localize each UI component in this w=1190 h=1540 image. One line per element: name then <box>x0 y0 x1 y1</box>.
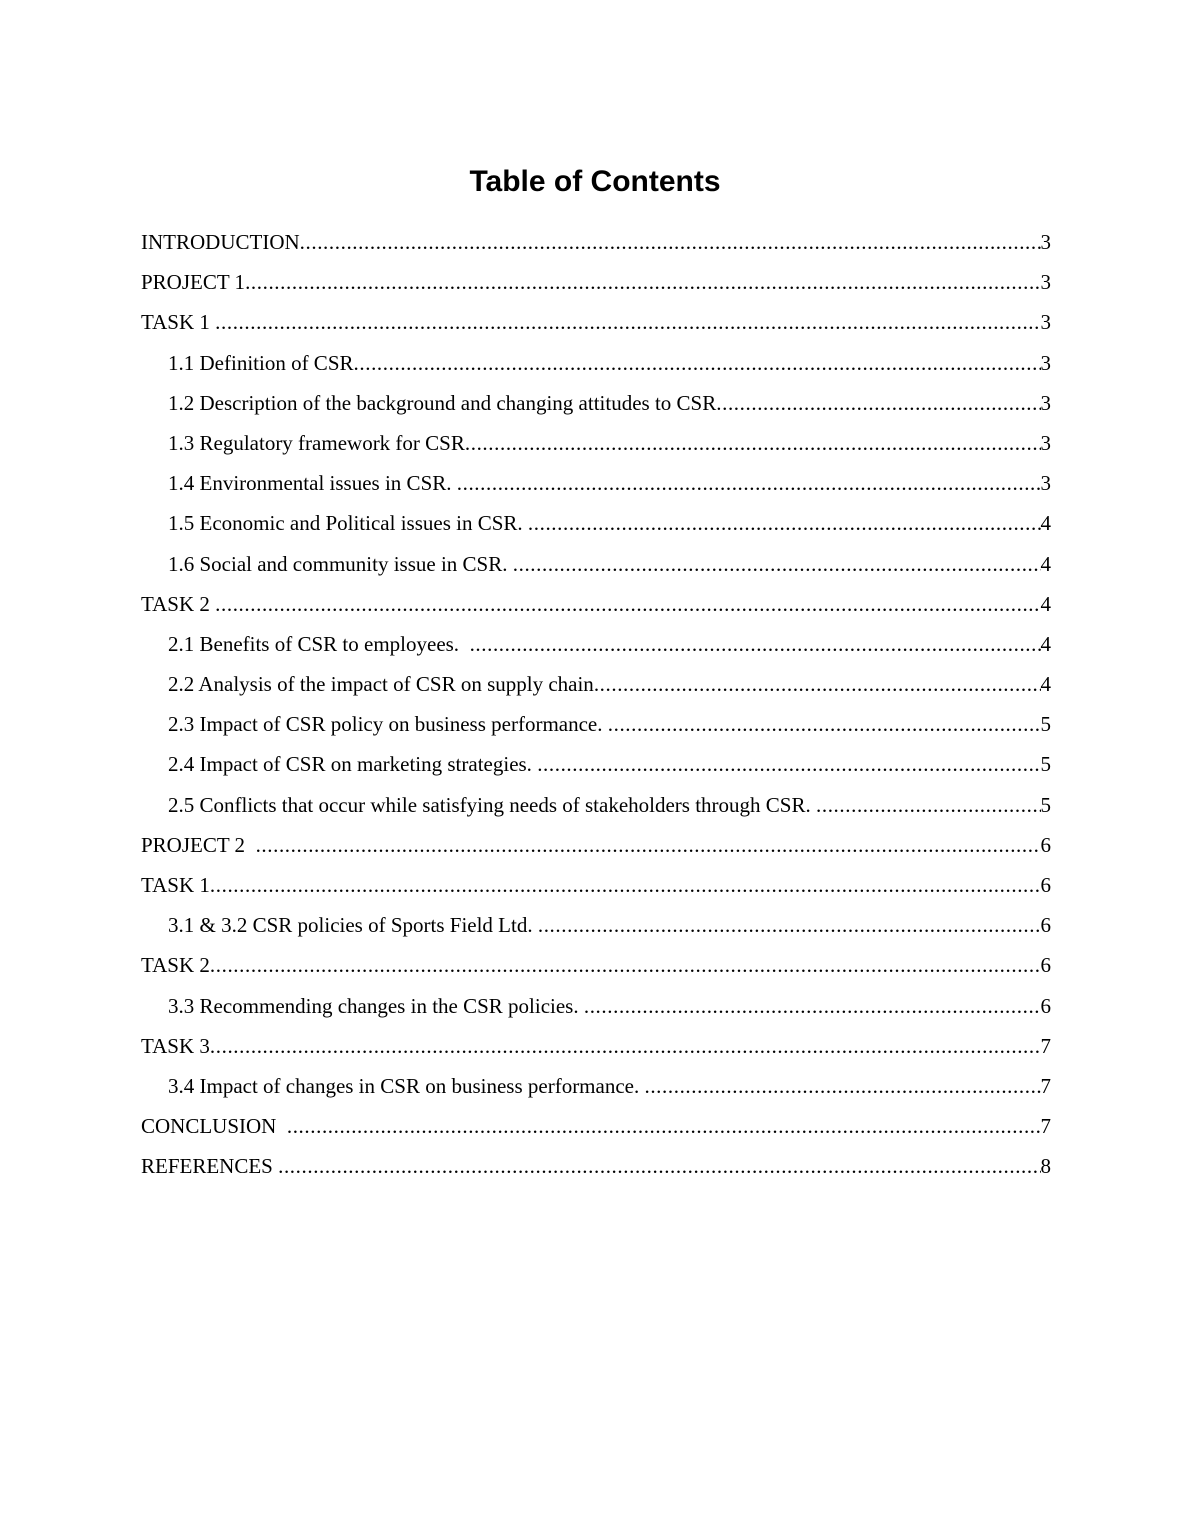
toc-entry-page-number: 6 <box>1040 993 1051 1018</box>
toc-entry-text: 1.4 Environmental issues in CSR. <box>168 471 457 496</box>
toc-entry-page-number: 7 <box>1040 1073 1051 1098</box>
toc-entry[interactable] <box>141 224 1051 264</box>
toc-entry-text: 2.5 Conflicts that occur while satisfying needs of stakeholders through CSR. <box>168 792 816 817</box>
toc-entry[interactable] <box>141 1068 1051 1108</box>
toc-entry-page-number: 6 <box>1040 953 1051 978</box>
toc-entry[interactable] <box>141 304 1051 344</box>
toc-entry-text: TASK 2 <box>141 953 210 978</box>
toc-dot-leader <box>465 425 1041 461</box>
toc-entry-page-number: 8 <box>1040 1154 1051 1179</box>
toc-entry-text: PROJECT 2 <box>141 832 256 857</box>
toc-entry-page-number: 5 <box>1040 712 1051 737</box>
toc-dot-leader <box>644 1068 1040 1104</box>
toc-dot-leader <box>256 827 1041 863</box>
toc-entry-page-number: 3 <box>1040 390 1051 415</box>
toc-entry-text: TASK 1 <box>141 310 216 335</box>
toc-dot-leader <box>716 385 1040 421</box>
toc-dot-leader <box>528 505 1041 541</box>
toc-dot-leader <box>816 787 1041 823</box>
toc-entry[interactable] <box>141 947 1051 987</box>
toc-entry-page-number: 7 <box>1040 1033 1051 1058</box>
toc-entry-page-number: 3 <box>1040 310 1051 335</box>
toc-dot-leader <box>354 345 1041 381</box>
toc-entry[interactable] <box>141 264 1051 304</box>
toc-entry[interactable] <box>141 787 1051 827</box>
toc-entry-text: TASK 3 <box>141 1033 210 1058</box>
toc-entry-text: TASK 2 <box>141 591 216 616</box>
toc-entry-page-number: 3 <box>1040 270 1051 295</box>
toc-entry[interactable] <box>141 546 1051 586</box>
toc-entry-page-number: 5 <box>1040 752 1051 777</box>
toc-entry[interactable] <box>141 1028 1051 1068</box>
toc-entry-text: 2.1 Benefits of CSR to employees. <box>168 631 470 656</box>
toc-entry-page-number: 6 <box>1040 913 1051 938</box>
toc-entry-text: 2.3 Impact of CSR policy on business performance. <box>168 712 608 737</box>
toc-entry[interactable] <box>141 1148 1051 1188</box>
toc-entry[interactable] <box>141 465 1051 505</box>
toc-dot-leader <box>278 1148 1040 1184</box>
toc-dot-leader <box>215 304 1040 340</box>
toc-entry-page-number: 4 <box>1040 672 1051 697</box>
toc-entry-page-number: 6 <box>1040 873 1051 897</box>
toc-entry[interactable] <box>141 706 1051 746</box>
toc-dot-leader <box>215 586 1040 622</box>
toc-dot-leader <box>245 264 1040 300</box>
toc-entry[interactable] <box>141 626 1051 666</box>
toc-dot-leader <box>210 1028 1041 1064</box>
toc-dot-leader <box>538 907 1041 943</box>
toc-entry-page-number: 4 <box>1040 631 1051 656</box>
toc-entry[interactable] <box>141 988 1051 1028</box>
toc-dot-leader <box>513 546 1041 582</box>
toc-entry[interactable] <box>141 345 1051 385</box>
toc-entry-page-number: 3 <box>1040 471 1051 496</box>
toc-entry-text: 1.2 Description of the background and changing attitudes to CSR <box>168 390 717 415</box>
toc-entry-text: PROJECT 1 <box>141 270 246 295</box>
toc-entry-text: TASK 1 <box>141 873 210 897</box>
toc-dot-leader <box>300 224 1041 260</box>
toc-entry[interactable] <box>141 666 1051 706</box>
toc-dot-leader <box>537 746 1040 782</box>
toc-entry[interactable] <box>141 746 1051 786</box>
toc-entry-text: 1.6 Social and community issue in CSR. <box>168 551 513 576</box>
toc-entry[interactable] <box>141 425 1051 465</box>
toc-entry-text: INTRODUCTION <box>141 230 300 254</box>
toc-entry[interactable] <box>141 867 1051 907</box>
toc-entry-page-number: 6 <box>1040 832 1051 857</box>
toc-entry[interactable] <box>141 385 1051 425</box>
toc-entry-text: 3.1 & 3.2 CSR policies of Sports Field Ltd. <box>168 913 538 938</box>
toc-entry-text: 2.4 Impact of CSR on marketing strategies. <box>168 752 538 777</box>
toc-dot-leader <box>210 867 1041 903</box>
toc-dot-leader <box>287 1108 1041 1144</box>
toc-entry-page-number: 4 <box>1040 511 1051 536</box>
toc-entry-text: 1.3 Regulatory framework for CSR <box>168 430 465 455</box>
toc-entry-text: 2.2 Analysis of the impact of CSR on supply chain <box>168 672 594 697</box>
toc-dot-leader <box>470 626 1041 662</box>
toc-entry-text: 1.1 Definition of CSR <box>168 350 354 375</box>
toc-title: Table of Contents <box>469 165 721 198</box>
toc-entry-text: 3.3 Recommending changes in the CSR policies. <box>168 993 584 1018</box>
toc-entry[interactable] <box>141 586 1051 626</box>
toc-entry[interactable] <box>141 1108 1051 1148</box>
toc-entry-page-number: 5 <box>1040 792 1051 817</box>
toc-entry-page-number: 3 <box>1040 430 1051 455</box>
toc-entry-page-number: 3 <box>1040 230 1051 254</box>
toc-entry[interactable] <box>141 907 1051 947</box>
toc-dot-leader <box>594 666 1041 702</box>
toc-entry-page-number: 7 <box>1040 1114 1051 1139</box>
toc-entry-text: CONCLUSION <box>141 1114 287 1139</box>
toc-dot-leader <box>584 988 1041 1024</box>
toc-entry-page-number: 4 <box>1040 551 1051 576</box>
toc-dot-leader <box>457 465 1041 501</box>
toc-entry-page-number: 3 <box>1040 350 1051 375</box>
toc-entry-page-number: 4 <box>1040 591 1051 616</box>
toc-entry[interactable] <box>141 505 1051 545</box>
toc-dot-leader <box>210 947 1041 983</box>
toc-entry-text: 3.4 Impact of changes in CSR on business performance. <box>168 1073 645 1098</box>
toc-entry-text: REFERENCES <box>141 1154 279 1179</box>
toc-dot-leader <box>608 706 1041 742</box>
toc-entry[interactable] <box>141 827 1051 867</box>
toc-list <box>141 224 1051 1189</box>
toc-entry-text: 1.5 Economic and Political issues in CSR. <box>168 511 528 536</box>
